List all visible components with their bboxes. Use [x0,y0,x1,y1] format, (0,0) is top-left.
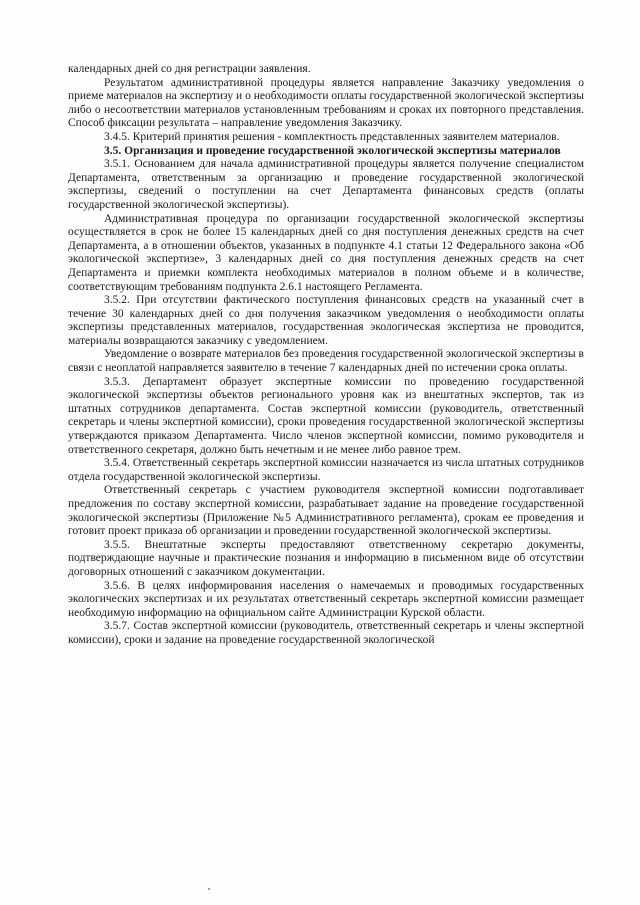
paragraph-return-notice: Уведомление о возврате материалов без проведения государственной экологической экспертизы в связи с неоплатой направляется заявителю в течение 7 календарных дней по истечении срока оплаты. [68,348,584,375]
paragraph-3-5-6: 3.5.6. В целях информирования населения о намечаемых и проводимых государственных экологических экспертизах и их результатах ответственный секретарь экспертной комиссии размещает необходимую информацию на официальном сайте Администрации Курской области. [68,579,584,619]
paragraph-3-4-5: 3.4.5. Критерий принятия решения - комплектность представленных заявителем материалов. [104,130,560,143]
document-body [68,63,584,648]
paragraph-secretary: Ответственный секретарь с участием руководителя экспертной комиссии подготавливает предложения по составу экспертной комиссии, разрабатывает задание на проведение государственной экологической экспертизы (Приложение №5 Административного регламента), срокам ее проведения и готовит проект приказа об организации и проведении государственной экологической экспертизы. [68,484,584,538]
paragraph-procedure-term: Административная процедура по организации государственной экологической экспертизы осуществляется в срок не более 15 календарных дней со дня поступления денежных средств на счет Департамента, а в отношении объектов, указанных в подпункте 4.1 статьи 12 Федерального закона «Об экологической экспертизе», 3 календарных дней со дня поступления денежных средств на счет Департамента и приемки комплекта необходимых материалов в полном объеме и в количестве, соответствующим требованиям подпункта 2.6.1 настоящего Регламента. [68,212,584,293]
paragraph-3-5-4: 3.5.4. Ответственный секретарь экспертной комиссии назначается из числа штатных сотрудников отдела государственной экологической экспертизы. [68,457,584,483]
paragraph-result: Результатом административной процедуры является направление Заказчику уведомления о приеме материалов на экспертизу и о необходимости оплаты государственной экологической экспертизы либо о несоответствии материалов установленным требованиям и сроках их повторного представления. Способ фиксации результата – направление уведомления Заказчику. [68,76,584,130]
paragraph-3-5-7: 3.5.7. Состав экспертной комиссии (руководитель, ответственный секретарь и члены экспертной комиссии), сроки и задание на проведение государственной экологической [68,620,584,646]
paragraph-continuation: календарных дней со дня регистрации заявления. [68,63,311,75]
paragraph-3-5-3: 3.5.3. Департамент образует экспертные комиссии по проведению государственной экологической экспертизы объектов регионального уровня как из внештатных экспертов, так из штатных сотрудников департамента. Состав экспертной комиссии (руководитель, ответственный секретарь и члены экспертной комиссии), сроки проведения государственной экологической экспертизы утверждаются приказом Департамента. Число членов экспертной комиссии, помимо руководителя и ответственного секретаря, должно быть нечетным и не менее либо равное трем. [68,375,584,456]
paragraph-3-5-2: 3.5.2. При отсутствии фактического поступления финансовых средств на указанный счет в течение 30 календарных дней со дня получения заказчиком уведомления о необходимости оплаты экспертизы представленных материалов, государственная экологическая экспертиза не проводится, материалы возвращаются заказчику с уведомлением. [68,294,584,347]
section-heading-3-5: 3.5. Организация и проведение государственной экологической экспертизы материалов [104,144,561,157]
scan-speck [208,888,210,890]
paragraph-3-5-5: 3.5.5. Внештатные эксперты предоставляют ответственному секретарю документы, подтверждающие научные и практические познания и информацию в письменном виде об отсутствии договорных отношений с заказчиком документации. [68,538,584,578]
paragraph-3-5-1: 3.5.1. Основанием для начала административной процедуры является получение специалистом Департамента, ответственным за организацию и проведение государственной экологической экспертизы, сведений о поступлении на счет Департамента финансовых средств (оплаты государственной экологической экспертизы). [68,158,584,211]
